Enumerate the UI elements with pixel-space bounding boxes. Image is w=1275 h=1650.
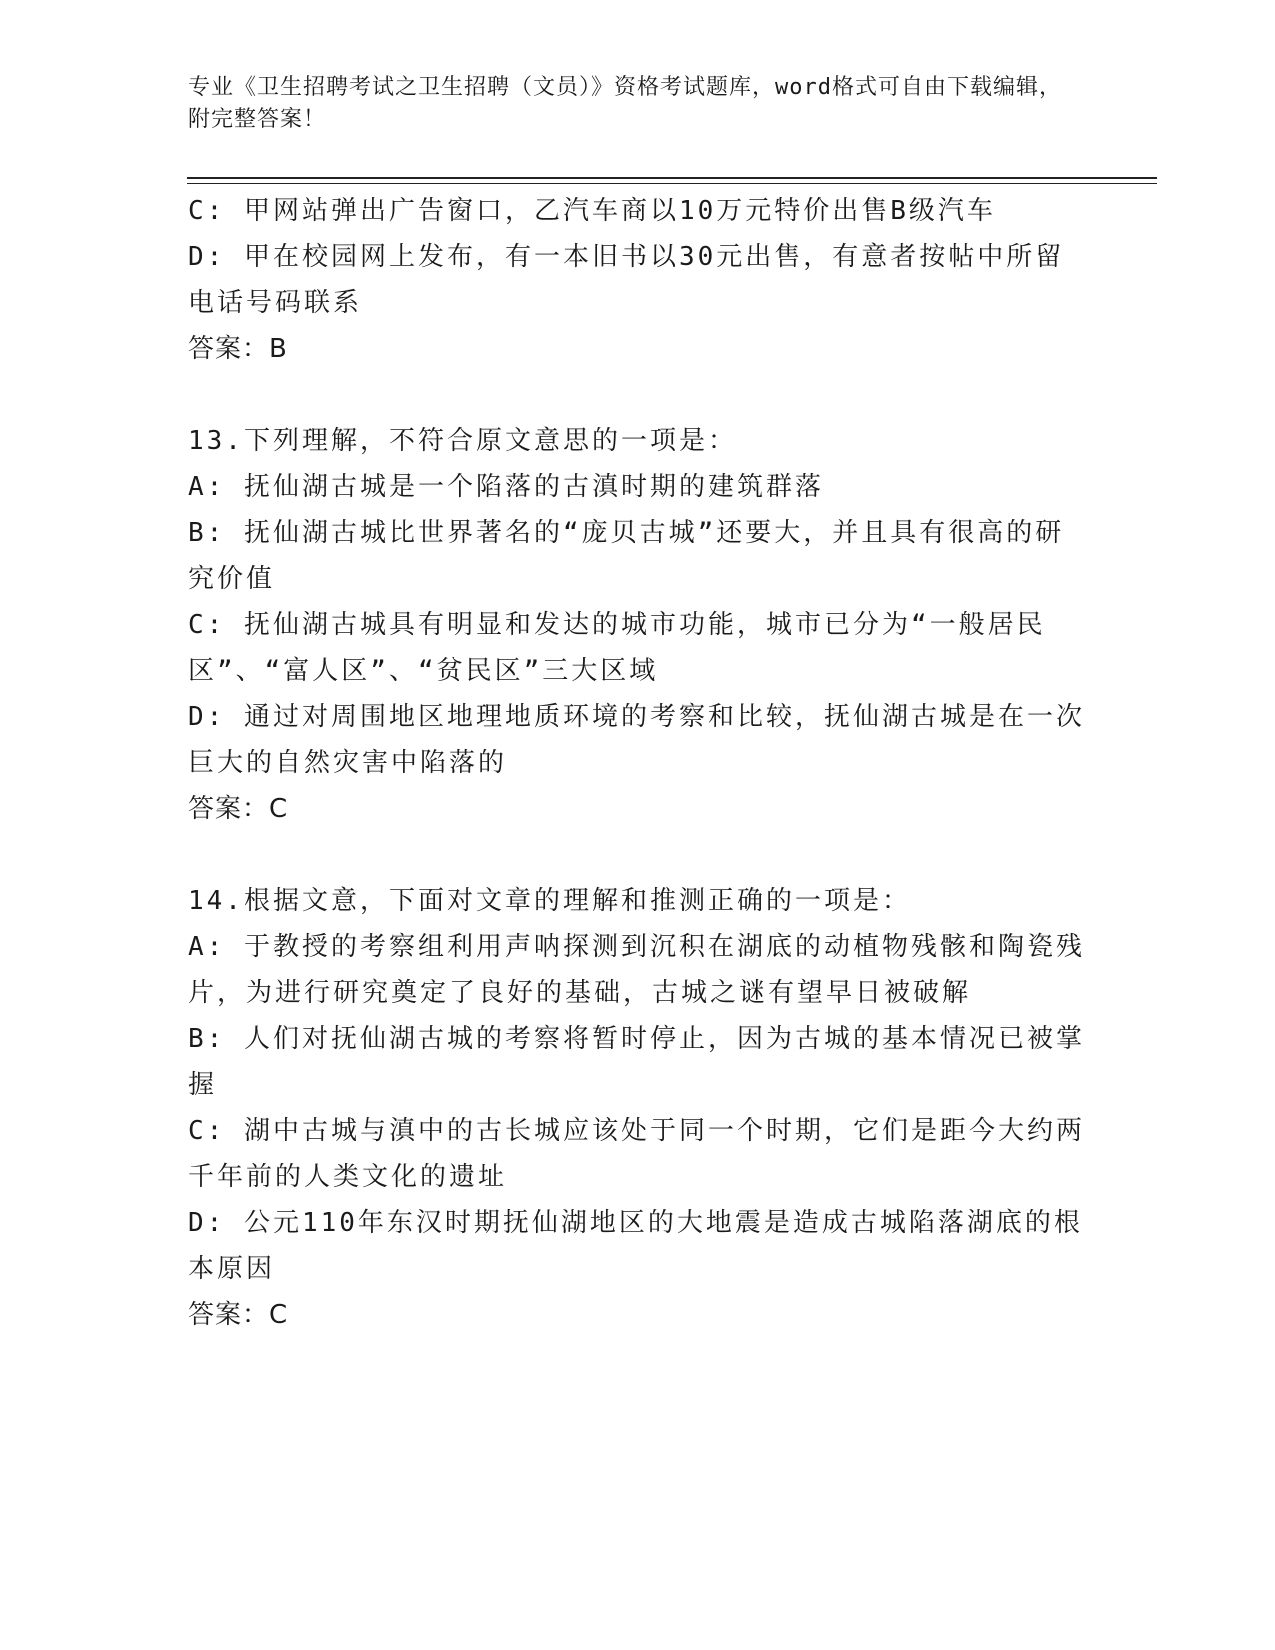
document-header: 专业《卫生招聘考试之卫生招聘（文员）》资格考试题库，word格式可自由下载编辑，附完整答案！ [188, 75, 1062, 132]
q12-option-c: C: 甲网站弹出广告窗口，乙汽车商以10万元特价出售B级汽车 [188, 196, 996, 226]
q14-option-d: D: 公元110年东汉时期抚仙湖地区的大地震是造成古城陷落湖底的根本原因 [188, 1208, 1083, 1284]
q14-answer: 答案：C [188, 1300, 289, 1330]
q13-question: 13.下列理解，不符合原文意思的一项是： [188, 426, 737, 456]
q14-option-a: A: 于教授的考察组利用声呐探测到沉积在湖底的动植物残骸和陶瓷残片，为进行研究奠定了良好的基础，古城之谜有望早日被破解 [188, 932, 1085, 1008]
q14-option-c: C: 湖中古城与滇中的古长城应该处于同一个时期，它们是距今大约两千年前的人类文化的遗址 [188, 1116, 1085, 1192]
q13-option-b: B: 抚仙湖古城比世界著名的“庞贝古城”还要大，并且具有很高的研究价值 [188, 518, 1065, 594]
header-divider-thin [187, 183, 1157, 184]
spacer [188, 372, 1088, 418]
document-body [188, 188, 1088, 1338]
q13-option-a: A: 抚仙湖古城是一个陷落的古滇时期的建筑群落 [188, 472, 824, 502]
q14-question: 14.根据文意，下面对文章的理解和推测正确的一项是： [188, 886, 911, 916]
q13-option-d: D: 通过对周围地区地理地质环境的考察和比较，抚仙湖古城是在一次巨大的自然灾害中陷落的 [188, 702, 1085, 778]
q12-option-d: D: 甲在校园网上发布，有一本旧书以30元出售，有意者按帖中所留电话号码联系 [188, 242, 1065, 318]
header-divider [187, 177, 1157, 179]
q14-option-b: B: 人们对抚仙湖古城的考察将暂时停止，因为古城的基本情况已被掌握 [188, 1024, 1085, 1100]
spacer [188, 832, 1088, 878]
q12-answer: 答案：B [188, 334, 288, 364]
q13-option-c: C: 抚仙湖古城具有明显和发达的城市功能，城市已分为“一般居民区”、“富人区”、“贫民区”三大区域 [188, 610, 1046, 686]
q13-answer: 答案：C [188, 794, 289, 824]
